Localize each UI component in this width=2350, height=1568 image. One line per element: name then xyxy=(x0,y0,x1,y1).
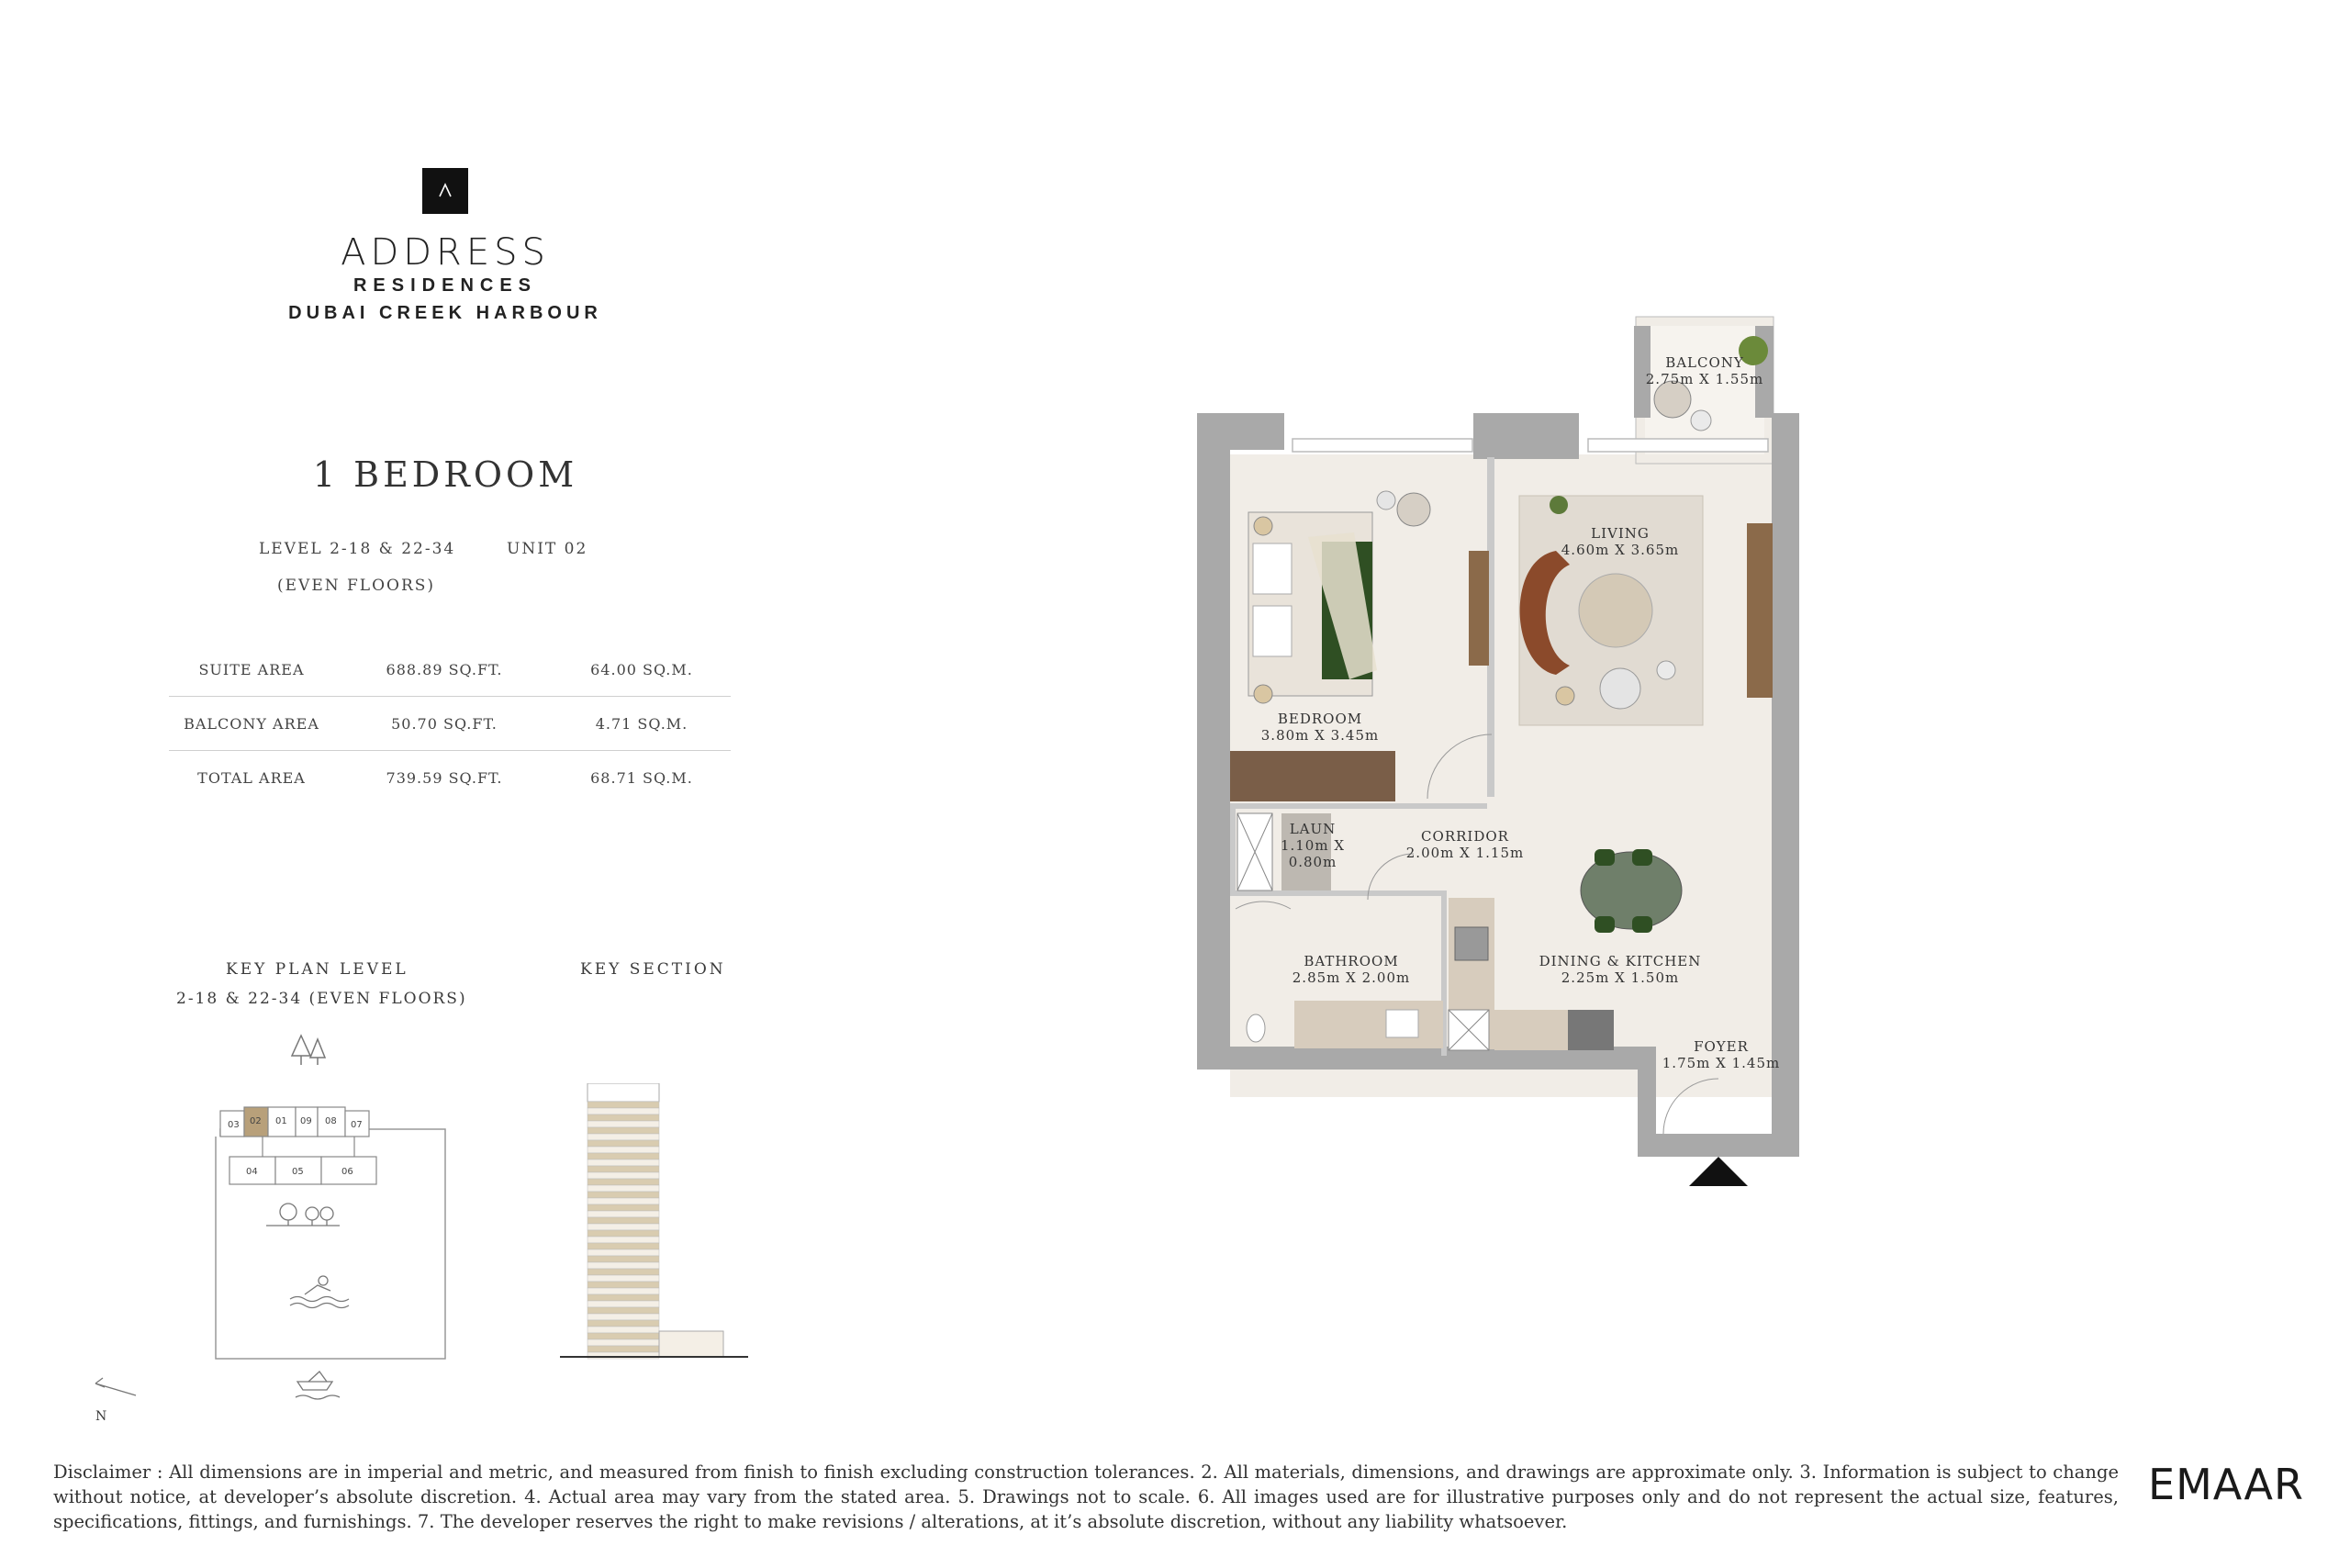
building-floor xyxy=(588,1179,659,1185)
dining-size: 2.25m X 1.50m xyxy=(1561,969,1680,986)
plant-icon xyxy=(1550,496,1568,514)
balcony-label: BALCONY xyxy=(1665,354,1744,371)
building-floor xyxy=(588,1288,659,1294)
armchair-icon xyxy=(1600,668,1640,709)
area-label: TOTAL AREA xyxy=(197,769,306,787)
area-sqft: 688.89 SQ.FT. xyxy=(386,661,503,678)
key-unit-label: 07 xyxy=(351,1120,363,1130)
building-floor xyxy=(588,1224,659,1230)
kitchen-counter-2 xyxy=(1494,1010,1568,1050)
key-plan-diagram xyxy=(92,1028,459,1414)
building-floor xyxy=(588,1121,659,1127)
area-sqm: 64.00 SQ.M. xyxy=(590,661,693,678)
area-sqft: 50.70 SQ.FT. xyxy=(391,715,498,733)
building-floor xyxy=(588,1307,659,1314)
building-floor xyxy=(588,1333,659,1339)
building-floor xyxy=(588,1185,659,1192)
building-floor xyxy=(588,1320,659,1327)
coffee-table xyxy=(1579,574,1652,647)
side-table-icon xyxy=(1377,491,1395,510)
building-floor xyxy=(588,1294,659,1301)
pillow xyxy=(1253,606,1292,656)
building-floor xyxy=(588,1262,659,1269)
boat-icon xyxy=(296,1372,340,1399)
pillow xyxy=(1253,543,1292,594)
floors-label: (EVEN FLOORS) xyxy=(277,577,436,595)
building-floor xyxy=(588,1198,659,1204)
tv-unit xyxy=(1747,523,1773,698)
key-unit-label: 02 xyxy=(250,1116,262,1126)
building-floors xyxy=(588,1102,659,1359)
building-floor xyxy=(588,1114,659,1121)
building-floor xyxy=(588,1108,659,1114)
building-floor xyxy=(588,1159,659,1166)
key-plan-title: KEY PLAN LEVEL xyxy=(226,960,408,979)
dining-label: DINING & KITCHEN xyxy=(1539,953,1702,969)
building-floor xyxy=(588,1204,659,1211)
level-label: LEVEL 2-18 & 22-34 xyxy=(259,540,456,558)
key-unit-label: 05 xyxy=(292,1167,304,1177)
building-floor xyxy=(588,1127,659,1134)
building-floor xyxy=(588,1102,659,1108)
floor-plan xyxy=(1193,303,1854,1212)
laundry-size-2: 0.80m xyxy=(1288,854,1337,870)
foyer-label: FOYER xyxy=(1694,1038,1749,1055)
area-sqm: 4.71 SQ.M. xyxy=(595,715,688,733)
emaar-logo: EMAAR xyxy=(2148,1460,2304,1509)
key-unit-label: 08 xyxy=(325,1116,337,1126)
lamp-icon xyxy=(1254,685,1272,703)
address-logo-mark xyxy=(422,168,468,214)
key-unit-label: 01 xyxy=(275,1116,287,1126)
fridge xyxy=(1568,1010,1614,1050)
area-row xyxy=(169,643,731,697)
building-floor xyxy=(588,1339,659,1346)
logo-caret-icon xyxy=(422,168,468,214)
area-row xyxy=(169,697,731,751)
key-section-diagram xyxy=(551,1083,771,1377)
laundry-label: LAUN xyxy=(1289,821,1337,837)
building-floor xyxy=(588,1301,659,1307)
building-floor xyxy=(588,1147,659,1153)
bathroom-size: 2.85m X 2.00m xyxy=(1292,969,1411,986)
toilet-icon xyxy=(1247,1014,1265,1042)
key-section-title: KEY SECTION xyxy=(580,960,726,979)
brand-location: DUBAI CREEK HARBOUR xyxy=(288,303,602,323)
laundry-size: 1.10m X xyxy=(1280,837,1346,854)
chair-icon xyxy=(1397,493,1430,526)
building-floor xyxy=(588,1243,659,1249)
corridor-size: 2.00m X 1.15m xyxy=(1405,845,1525,861)
bathroom-label: BATHROOM xyxy=(1304,953,1399,969)
key-unit-label: 04 xyxy=(246,1167,258,1177)
unit-type-title: 1 BEDROOM xyxy=(312,454,578,495)
pool-icon xyxy=(290,1276,349,1308)
building-floor xyxy=(588,1269,659,1275)
building-floor xyxy=(588,1249,659,1256)
building-floor xyxy=(588,1217,659,1224)
entrance-arrow-icon xyxy=(1689,1157,1748,1186)
building-floor xyxy=(588,1282,659,1288)
wardrobe xyxy=(1469,551,1489,666)
balcony-size: 2.75m X 1.55m xyxy=(1645,371,1764,387)
side-table-icon xyxy=(1657,661,1675,679)
building-floor xyxy=(588,1134,659,1140)
bedroom-dresser xyxy=(1230,751,1395,801)
building-floor xyxy=(588,1140,659,1147)
lamp-icon xyxy=(1254,517,1272,535)
building-floor xyxy=(588,1256,659,1262)
building-floor xyxy=(588,1153,659,1159)
area-sqft: 739.59 SQ.FT. xyxy=(386,769,503,787)
sink-icon xyxy=(1386,1010,1418,1037)
cooktop-icon xyxy=(1455,927,1488,960)
building-floor xyxy=(588,1346,659,1352)
garden-trees-icon xyxy=(266,1204,340,1226)
building-floor xyxy=(588,1211,659,1217)
living-label: LIVING xyxy=(1591,525,1650,542)
area-label: SUITE AREA xyxy=(198,661,305,678)
corridor-label: CORRIDOR xyxy=(1421,828,1509,845)
area-label: BALCONY AREA xyxy=(184,715,319,733)
brand-subtitle: RESIDENCES xyxy=(352,275,538,296)
window xyxy=(1588,439,1768,452)
area-sqm: 68.71 SQ.M. xyxy=(590,769,693,787)
building-floor xyxy=(588,1192,659,1198)
key-unit-label: 03 xyxy=(228,1120,240,1130)
area-row xyxy=(169,751,731,804)
key-unit-label: 06 xyxy=(341,1167,353,1177)
building-floor xyxy=(588,1166,659,1172)
balcony-table-icon xyxy=(1691,410,1711,431)
disclaimer-text: Disclaimer : All dimensions are in imperial and metric, and measured from finish to finish excluding construction tolerances. 2. All materials, dimensions, and drawings are approximate only. 3. Information is subject to change without notice, at developer’s absolute discretion. 4. Actual area may vary from the stated area. 5. Drawings not to scale. 6. All images used are for illustrative purposes only and do not represent the actual size, features, specifications, fittings, and furnishings. 7. The developer reserves the right to make revisions / alterations, at it’s absolute discretion, without any liability whatsoever. xyxy=(53,1462,2119,1532)
trees-icon xyxy=(292,1036,325,1065)
foyer-size: 1.75m X 1.45m xyxy=(1662,1055,1781,1071)
north-arrow-icon xyxy=(95,1378,136,1395)
window xyxy=(1292,439,1472,452)
building-floor xyxy=(588,1314,659,1320)
area-table xyxy=(169,643,731,804)
building-floor xyxy=(588,1327,659,1333)
key-plan-subtitle: 2-18 & 22-34 (EVEN FLOORS) xyxy=(176,990,467,1008)
key-unit-label: 09 xyxy=(300,1116,312,1126)
building-floor xyxy=(588,1275,659,1282)
bedroom-label: BEDROOM xyxy=(1277,711,1363,727)
north-label: N xyxy=(95,1409,107,1424)
building-floor xyxy=(588,1237,659,1243)
bath-vanity xyxy=(1294,1001,1443,1048)
living-size: 4.60m X 3.65m xyxy=(1561,542,1680,558)
building-floor xyxy=(588,1172,659,1179)
building-floor xyxy=(588,1230,659,1237)
lamp-icon xyxy=(1556,687,1574,705)
brand-name: ADDRESS xyxy=(341,231,550,274)
unit-number: UNIT 02 xyxy=(507,540,588,558)
bedroom-size: 3.80m X 3.45m xyxy=(1260,727,1380,744)
